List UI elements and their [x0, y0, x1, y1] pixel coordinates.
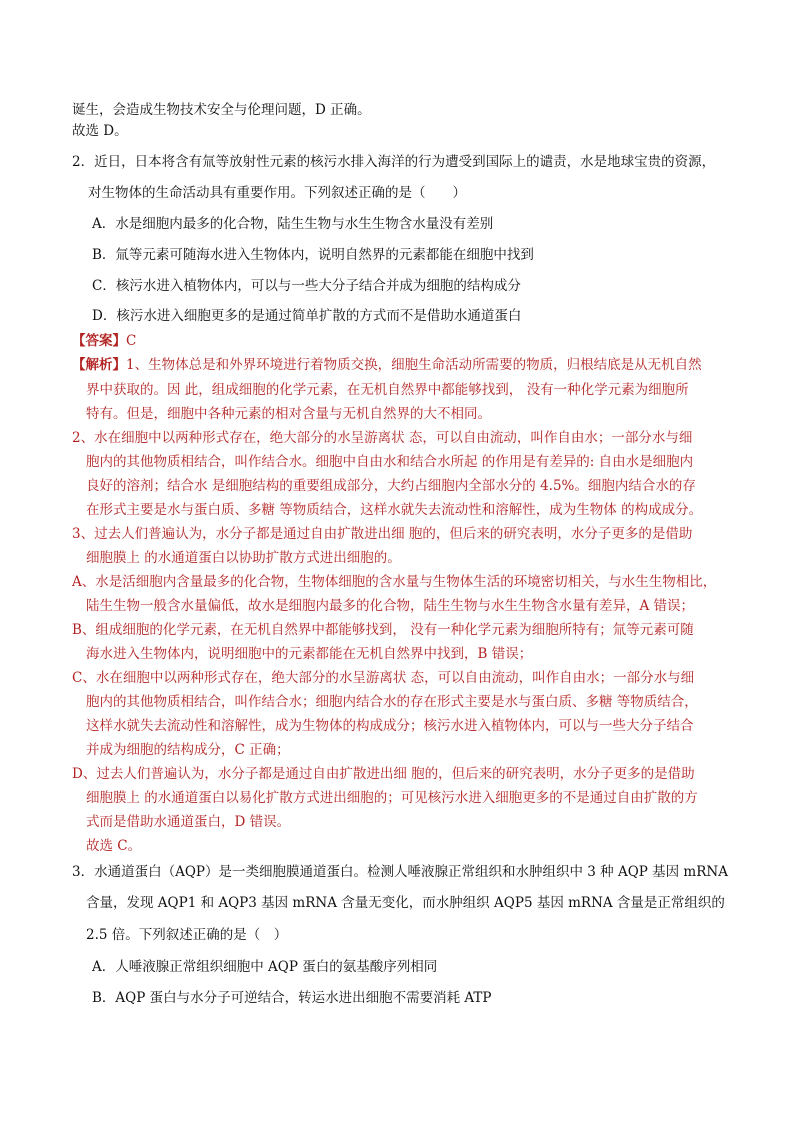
analysis-label: 【解析】	[72, 357, 126, 373]
q3-stem-line-1: 3．水通道蛋白（AQP）是一类细胞膜通道蛋白。检测人唾液腺正常组织和水肿组织中 3 种 AQP 基因 mRNA	[72, 864, 728, 880]
q2-analysis-line: 3、过去人们普遍认为，水分子都是通过自由扩散进出细 胞的，但后来的研究表明，水分子更多的是借助	[72, 526, 693, 542]
q2-analysis-line: 胞内的其他物质相结合，叫作结合水。细胞中自由水和结合水所起 的作用是有差异的: 自由水是细胞内	[86, 454, 694, 470]
q3-option-b: B．AQP 蛋白与水分子可逆结合，转运水进出细胞不需要消耗 ATP	[92, 990, 492, 1006]
q2-analysis-line: C、水在细胞中以两种形式存在，绝大部分的水呈游离状 态，可以自由流动，叫作自由水；一部分水与细	[72, 670, 695, 686]
q2-stem-line-1: 2．近日，日本将含有氚等放射性元素的核污水排入海洋的行为遭受到国际上的谴责，水是地球宝贵的资源，	[72, 154, 716, 170]
q2-analysis-line: 式而是借助水通道蛋白，D 错误。	[86, 814, 291, 830]
q2-analysis-line: 良好的溶剂；结合水 是细胞结构的重要组成部分，大约占细胞内全部水分的 4.5%。细胞内结合水的存	[86, 478, 696, 494]
q2-option-b: B．氚等元素可随海水进入生物体内，说明自然界的元素都能在细胞中找到	[92, 247, 534, 263]
q2-analysis-line: 在形式主要是水与蛋白质、多糖 等物质结合，这样水就失去流动性和溶解性，成为生物体 的构成成分。	[86, 502, 703, 518]
q2-analysis-line: 细胞膜上 的水通道蛋白以易化扩散方式进出细胞的；可见核污水进入细胞更多的不是通过自由扩散的方	[86, 790, 698, 806]
answer-value: C	[126, 333, 137, 349]
q2-analysis-line: D、过去人们普遍认为，水分子都是通过自由扩散进出细 胞的，但后来的研究表明，水分子更多的是借助	[72, 766, 695, 782]
q1-tail-line: 诞生，会造成生物技术安全与伦理问题，D 正确。	[72, 102, 371, 118]
answer-label: 【答案】	[72, 333, 126, 349]
q2-analysis-line: 特有。但是，细胞中各种元素的相对含量与无机自然界的大不相同。	[86, 406, 491, 422]
q2-analysis-line-1	[72, 355, 702, 375]
q2-answer	[72, 331, 136, 351]
q2-analysis-line: 2、水在细胞中以两种形式存在，绝大部分的水呈游离状 态，可以自由流动，叫作自由水；一部分水与细	[72, 430, 693, 446]
q2-analysis-line: 海水进入生物体内，说明细胞中的元素都能在无机自然界中找到，B 错误；	[86, 646, 533, 662]
q2-option-d: D．核污水进入细胞更多的是通过简单扩散的方式而不是借助水通道蛋白	[92, 308, 522, 324]
q3-option-a: A．人唾液腺正常组织细胞中 AQP 蛋白的氨基酸序列相同	[92, 959, 438, 975]
q2-analysis-line: 并成为细胞的结构成分，C 正确；	[86, 742, 290, 758]
q2-analysis-line: 胞内的其他物质相结合，叫作结合水；细胞内结合水的存在形式主要是水与蛋白质、多糖 等物质结合，	[86, 694, 698, 710]
analysis-text: 1、生物体总是和外界环境进行着物质交换，细胞生命活动所需要的物质，归根结底是从无机自然	[126, 357, 702, 373]
q2-analysis-conclusion: 故选 C。	[86, 838, 142, 854]
q2-analysis-line: 细胞膜上 的水通道蛋白以协助扩散方式进出细胞的。	[86, 550, 401, 566]
q2-analysis-line: 界中获取的。因 此，组成细胞的化学元素，在无机自然界中都能够找到， 没有一种化学元素为细胞所	[86, 382, 689, 398]
q2-analysis-line: 这样水就失去流动性和溶解性，成为生物体的构成成分；核污水进入植物体内，可以与一些大分子结合	[86, 718, 694, 734]
q3-stem-line-3: 2.5 倍。下列叙述正确的是（ ）	[86, 927, 288, 943]
q2-analysis-line: B、组成细胞的化学元素，在无机自然界中都能够找到， 没有一种化学元素为细胞所特有；氚等元素可随	[72, 622, 694, 638]
q2-analysis-line: A、水是活细胞内含量最多的化合物，生物体细胞的含水量与生物体生活的环境密切相关，与水生生物相比，	[72, 574, 717, 590]
q2-option-a: A．水是细胞内最多的化合物，陆生生物与水生生物含水量没有差别	[92, 216, 494, 232]
q1-tail-conclusion: 故选 D。	[72, 123, 128, 139]
q2-stem-line-2: 对生物体的生命活动具有重要作用。下列叙述正确的是（ ）	[88, 185, 466, 201]
q2-analysis-line: 陆生生物一般含水量偏低，故水是细胞内最多的化合物，陆生生物与水生生物含水量有差异，A 错误；	[86, 598, 695, 614]
q3-stem-line-2: 含量，发现 AQP1 和 AQP3 基因 mRNA 含量无变化，而水肿组织 AQP5 基因 mRNA 含量是正常组织的	[86, 895, 725, 911]
q2-option-c: C．核污水进入植物体内，可以与一些大分子结合并成为细胞的结构成分	[92, 278, 521, 294]
